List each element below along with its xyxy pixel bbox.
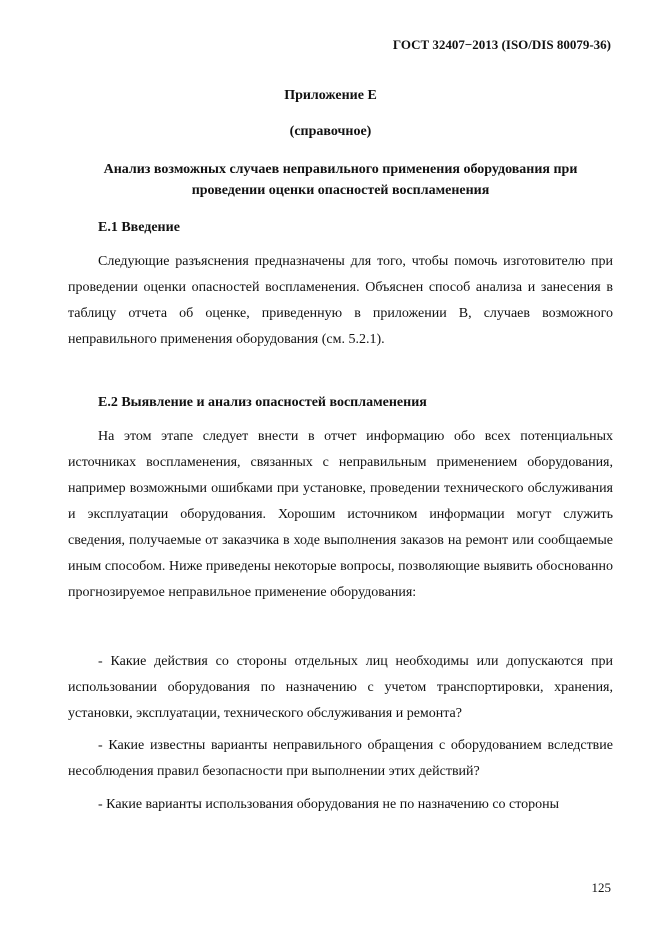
paragraph-question-3: - Какие варианты использования оборудования не по назначению со стороны (98, 797, 560, 812)
paragraph-e1-intro: Следующие разъяснения предназначены для того, чтобы помочь изготовителю при проведении оценки опасностей воспламенения. Объяснен способ анализа и занесения в таблицу отчета об оценке, приведенную в приложении В, случаев возможного неправильного применения оборудования (см. 5.2.1). (68, 254, 613, 347)
annex-heading: Анализ возможных случаев неправильного применения оборудования при проведении оценки опасностей воспламенения (103, 162, 578, 198)
paragraph-question-2: - Какие известны варианты неправильного обращения с оборудованием вследствие несоблюдения правил безопасности при выполнении этих действий? (68, 738, 613, 779)
annex-subtitle: (справочное) (289, 124, 372, 139)
standard-header: ГОСТ 32407−2013 (ISO/DIS 80079-36) (392, 37, 611, 52)
section-heading-e2: Е.2 Выявление и анализ опасностей воспламенения (98, 395, 427, 410)
section-heading-e1: Е.1 Введение (98, 220, 180, 235)
page-number: 125 (591, 880, 611, 895)
annex-title: Приложение Е (284, 88, 377, 103)
paragraph-question-1: - Какие действия со стороны отдельных лиц необходимы или допускаются при использовании оборудования по назначению с учетом транспортировки, хранения, установки, эксплуатации, технического обслуживания и ремонта? (68, 654, 613, 721)
paragraph-e2-main: На этом этапе следует внести в отчет информацию обо всех потенциальных источниках воспламенения, связанных с неправильным применением оборудования, например возможными ошибками при установке, проведении технического обслуживания и эксплуатации оборудования. Хорошим источником информации могут служить сведения, получаемые от заказчика в ходе выполнения заказов на ремонт или сообщаемые иным способом. Ниже приведены некоторые вопросы, позволяющие выявить обоснованно прогнозируемое неправильное применение оборудования: (68, 429, 613, 600)
